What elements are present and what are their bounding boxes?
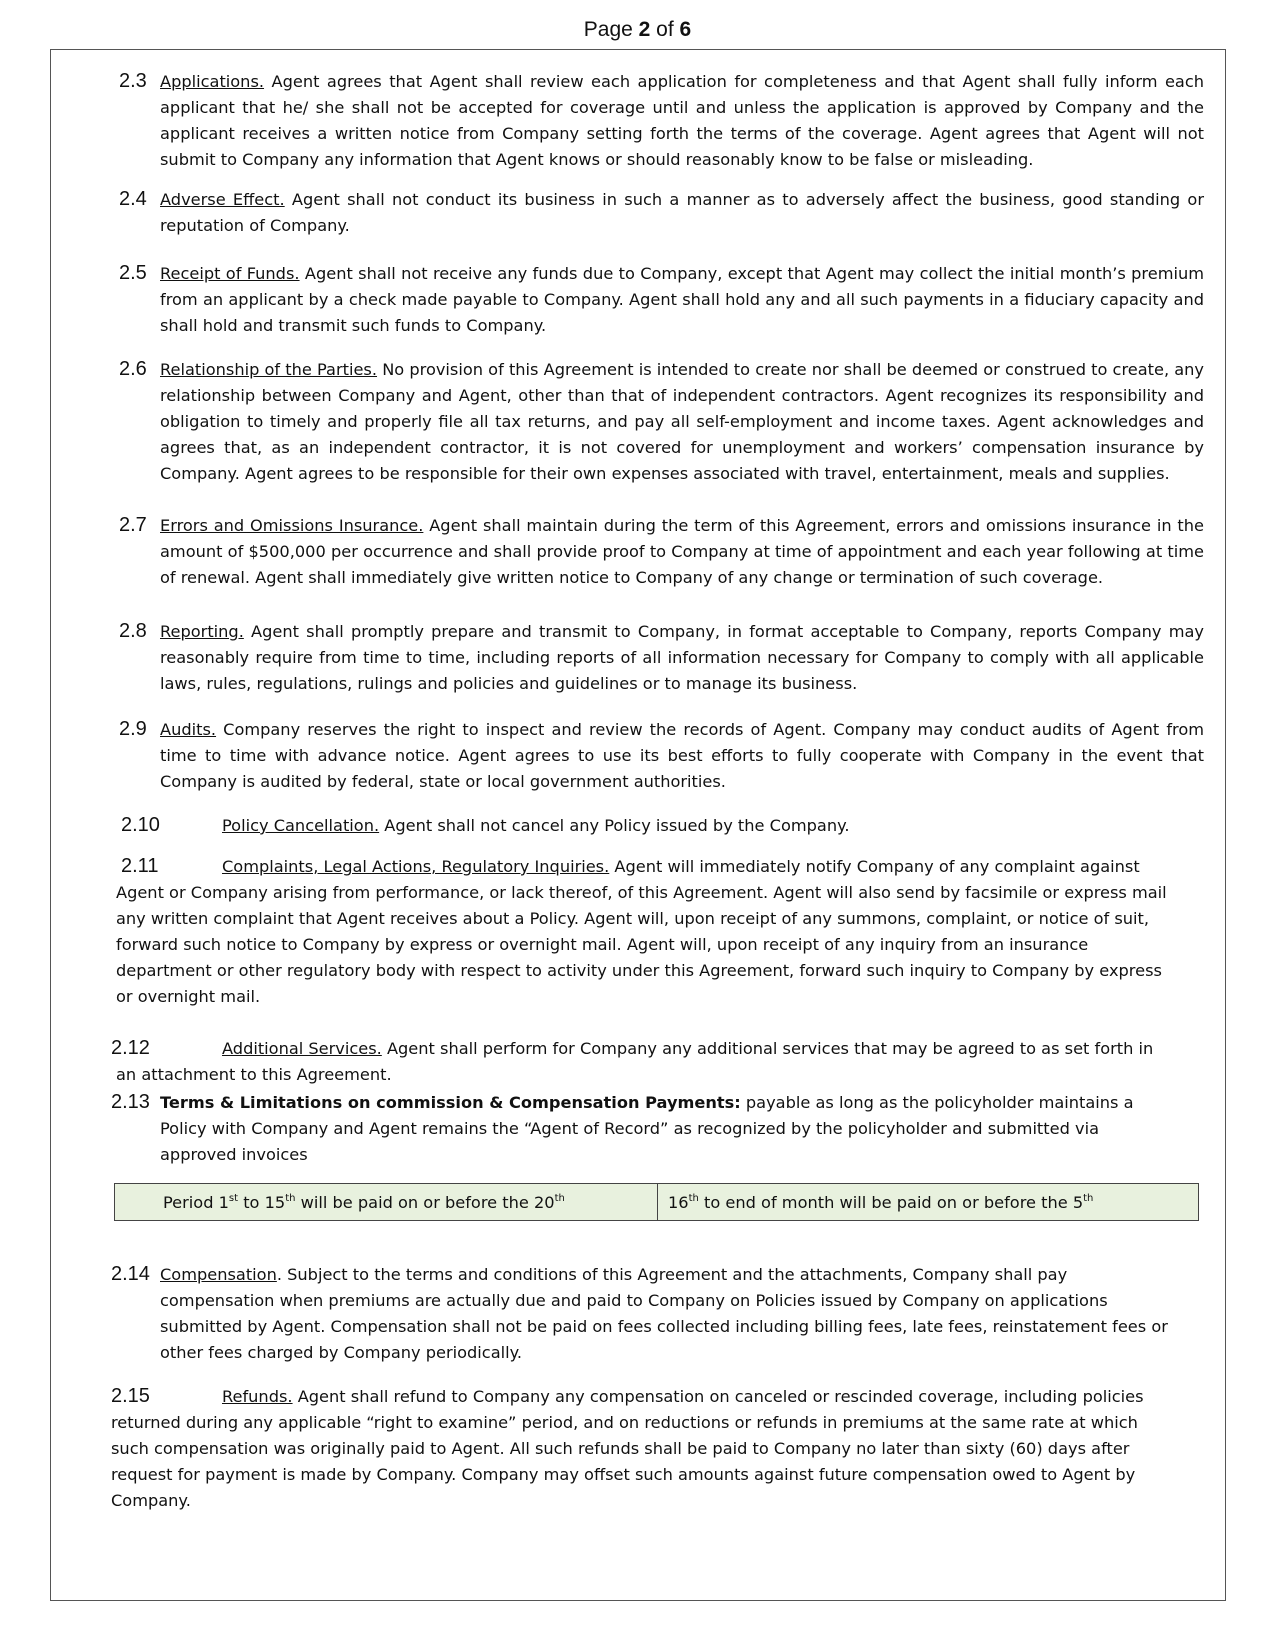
clause-errors-omissions bbox=[160, 513, 1204, 591]
clause-text: Agent shall not receive any funds due to Company, except that Agent may collect the initial month’s premium from an applicant by a check made payable to Company. Agent shall hold any and all such payments in a fiduciary capacity and shall hold and transmit such funds to Company. bbox=[160, 264, 1204, 335]
clause-policy-cancellation bbox=[222, 813, 1202, 839]
clause-number: 2.7 bbox=[119, 514, 147, 536]
clause-number: 2.8 bbox=[119, 620, 147, 642]
clause-text: payable as long as the policyholder maintains a Policy with Company and Agent remains the “Agent of Record” as recognized by the policyholder and submitted via approved invoices bbox=[160, 1093, 1134, 1164]
clause-text: Company reserves the right to inspect and review the records of Agent. Company may conduct audits of Agent from time to time with advance notice. Agent agrees to use its best efforts to fully cooperate with Company in the event that Company is audited by federal, state or local government authorities. bbox=[160, 720, 1204, 791]
clause-receipt-of-funds bbox=[160, 261, 1204, 339]
page-of-label: of bbox=[650, 18, 680, 41]
clause-number: 2.11 bbox=[121, 855, 159, 877]
ordinal-suffix: st bbox=[228, 1192, 239, 1204]
clause-title: Errors and Omissions Insurance. bbox=[160, 516, 424, 535]
clause-number: 2.6 bbox=[119, 358, 147, 380]
clause-terms-limitations bbox=[160, 1090, 1170, 1168]
clause-number: 2.10 bbox=[121, 814, 160, 836]
clause-title: Additional Services. bbox=[222, 1039, 382, 1058]
clause-number: 2.14 bbox=[111, 1263, 150, 1285]
clause-title: Compensation bbox=[160, 1265, 277, 1284]
period-text: will be paid on or before the 20 bbox=[295, 1192, 555, 1212]
clause-text: Agent shall not cancel any Policy issued by the Company. bbox=[379, 816, 850, 835]
clause-text: Agent agrees that Agent shall review each application for completeness and that Agent shall fully inform each applicant that he/ she shall not be accepted for coverage until and unless the application is approved by Company and the applicant receives a written notice from Company setting forth the terms of the coverage. Agent agrees that Agent will not submit to Company any information that Agent knows or should reasonably know to be false or misleading. bbox=[160, 72, 1204, 169]
payment-period-table bbox=[114, 1183, 1199, 1221]
period-text: to 15 bbox=[238, 1192, 286, 1212]
period-text: to end of month will be paid on or before the 5 bbox=[698, 1192, 1084, 1212]
ordinal-suffix: th bbox=[1083, 1192, 1094, 1204]
page-number: 2 bbox=[638, 18, 651, 41]
clause-refunds bbox=[111, 1384, 1176, 1514]
clause-title: Applications. bbox=[160, 72, 265, 91]
period-text: Period 1 bbox=[163, 1192, 229, 1212]
clause-title: Terms & Limitations on commission & Compensation Payments: bbox=[160, 1093, 741, 1112]
clause-number: 2.15 bbox=[111, 1385, 150, 1407]
clause-title: Receipt of Funds. bbox=[160, 264, 300, 283]
page-header bbox=[0, 18, 1275, 42]
clause-title: Relationship of the Parties. bbox=[160, 360, 378, 379]
clause-title: Adverse Effect. bbox=[160, 190, 285, 209]
clause-reporting bbox=[160, 619, 1204, 697]
clause-text: Agent shall not conduct its business in such a manner as to adversely affect the business, good standing or reputation of Company. bbox=[160, 190, 1204, 235]
payment-period-first-half bbox=[115, 1184, 658, 1220]
clause-number: 2.3 bbox=[119, 70, 147, 92]
clause-number: 2.4 bbox=[119, 188, 147, 210]
clause-complaints bbox=[116, 854, 1170, 1010]
ordinal-suffix: th bbox=[554, 1192, 565, 1204]
clause-number: 2.5 bbox=[119, 262, 147, 284]
clause-text: Agent will immediately notify Company of any complaint against Agent or Company arising from performance, or lack thereof, of this Agreement. Agent will also send by facsimile or express mail any written complaint that Agent receives about a Policy. Agent will, upon receipt of any summons, complaint, or notice of suit, forward such notice to Company by express or overnight mail. Agent will, upon receipt of any inquiry from an insurance department or other regulatory body with respect to activity under this Agreement, forward such inquiry to Company by express or overnight mail. bbox=[116, 857, 1167, 1006]
clause-title: Refunds. bbox=[222, 1387, 293, 1406]
clause-relationship-of-parties bbox=[160, 357, 1204, 487]
clause-title: Reporting. bbox=[160, 622, 244, 641]
period-text: 16 bbox=[668, 1192, 689, 1212]
clause-number: 2.12 bbox=[111, 1037, 150, 1059]
payment-period-second-half bbox=[658, 1184, 1198, 1220]
clause-title: Audits. bbox=[160, 720, 217, 739]
page-label: Page bbox=[583, 18, 639, 41]
clause-text: Agent shall promptly prepare and transmit to Company, in format acceptable to Company, reports Company may reasonably require from time to time, including reports of all information necessary for Company to comply with all applicable laws, rules, regulations, rulings and policies and guidelines or to manage its business. bbox=[160, 622, 1204, 693]
clause-adverse-effect bbox=[160, 187, 1204, 239]
clause-text: Agent shall maintain during the term of this Agreement, errors and omissions insurance in the amount of $500,000 per occurrence and shall provide proof to Company at time of appointment and each year following at time of renewal. Agent shall immediately give written notice to Company of any change or termination of such coverage. bbox=[160, 516, 1204, 587]
page-total: 6 bbox=[679, 18, 692, 41]
clause-text: Agent shall refund to Company any compensation on canceled or rescinded coverage, including policies returned during any applicable “right to examine” period, and on reductions or refunds in premiums at the same rate at which such compensation was originally paid to Agent. All such refunds shall be paid to Company no later than sixty (60) days after request for payment is made by Company. Company may offset such amounts against future compensation owed to Agent by Company. bbox=[111, 1387, 1144, 1510]
ordinal-suffix: th bbox=[285, 1192, 296, 1204]
ordinal-suffix: th bbox=[688, 1192, 699, 1204]
clause-text: No provision of this Agreement is intended to create nor shall be deemed or construed to create, any relationship between Company and Agent, other than that of independent contractors. Agent recognizes its responsibility and obligation to timely and properly file all tax returns, and pay all self-employment and income taxes. Agent acknowledges and agrees that, as an independent contractor, it is not covered for unemployment and workers’ compensation insurance by Company. Agent agrees to be responsible for their own expenses associated with travel, entertainment, meals and supplies. bbox=[160, 360, 1205, 483]
clause-audits bbox=[160, 717, 1204, 795]
clause-text: . Subject to the terms and conditions of this Agreement and the attachments, Company shall pay compensation when premiums are actually due and paid to Company on Policies issued by Company on applications submitted by Agent. Compensation shall not be paid on fees collected including billing fees, late fees, reinstatement fees or other fees charged by Company periodically. bbox=[160, 1265, 1168, 1362]
clause-title: Policy Cancellation. bbox=[222, 816, 380, 835]
clause-additional-services bbox=[116, 1036, 1176, 1088]
clause-text: Agent shall perform for Company any additional services that may be agreed to as set forth in an attachment to this Agreement. bbox=[116, 1039, 1154, 1084]
clause-number: 2.9 bbox=[119, 718, 147, 740]
clause-applications bbox=[160, 69, 1204, 173]
clause-number: 2.13 bbox=[111, 1091, 150, 1113]
clause-title: Complaints, Legal Actions, Regulatory Inquiries. bbox=[222, 857, 610, 876]
clause-compensation bbox=[160, 1262, 1170, 1366]
